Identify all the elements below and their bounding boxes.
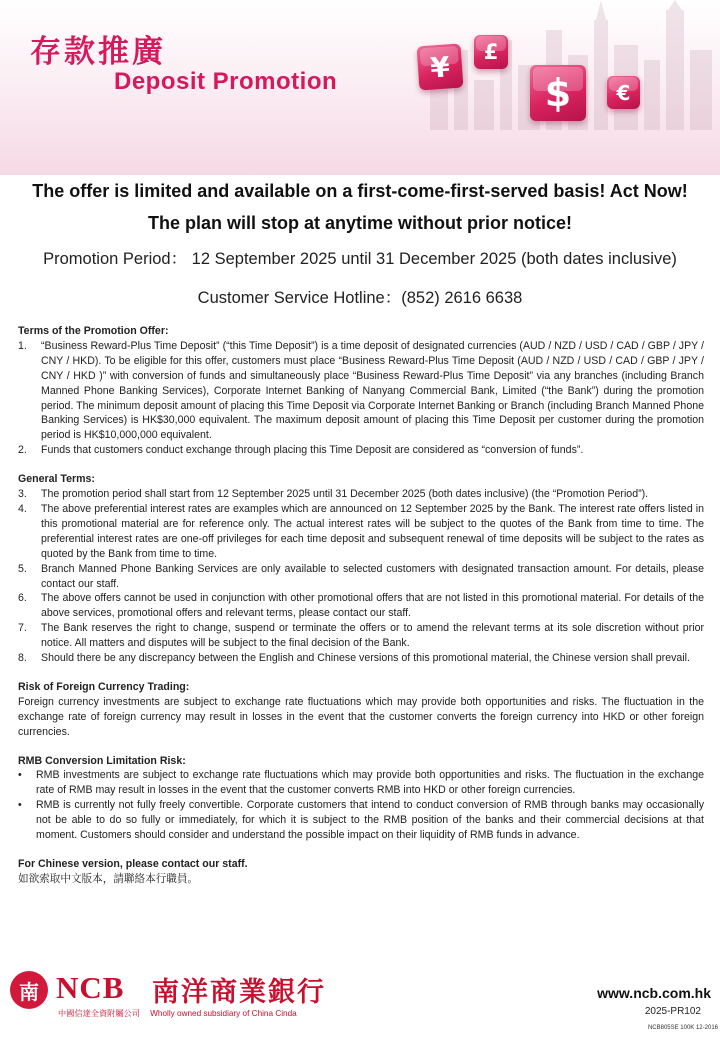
item-number: 7. bbox=[18, 622, 27, 635]
rmb-risk-title: RMB Conversion Limitation Risk: bbox=[18, 754, 186, 767]
headline-stop-notice: The plan will stop at anytime without prior notice! bbox=[147, 213, 573, 233]
bullet-icon: • bbox=[18, 799, 22, 812]
title-english: Deposit Promotion bbox=[114, 68, 338, 95]
subsidiary-en: Wholly owned subsidiary of China Cinda bbox=[150, 1009, 297, 1018]
item-text: The above preferential interest rates are examples which are announced on 12 September 2025 by the Bank. The interest rate offers listed in this promotional material are for reference only. The actual interest rates will be subject to the quotes of the Bank from time to time. The preferential interest rates are one-off privileges for each time deposit and subsequent renewal of time deposits will be subject to the rates as quoted by the Bank from time to time. bbox=[41, 502, 704, 560]
list-item bbox=[18, 443, 704, 458]
list-item bbox=[18, 651, 704, 666]
chinese-version-note: For Chinese version, please contact our staff. bbox=[18, 858, 248, 870]
chinese-version-note-cn: 如欲索取中文版本，請聯絡本行職員。 bbox=[18, 872, 199, 885]
website-link[interactable]: www.ncb.com.hk bbox=[597, 985, 711, 1001]
item-text: Funds that customers conduct exchange through placing this Time Deposit are considered as “conversion of funds”. bbox=[41, 444, 584, 457]
promotion-period: Promotion Period： 12 September 2025 until 31 December 2025 (both dates inclusive) bbox=[43, 250, 677, 268]
customer-service-hotline: Customer Service Hotline：(852) 2616 6638 bbox=[197, 289, 523, 307]
risk-title: Risk of Foreign Currency Trading: bbox=[18, 680, 190, 693]
ncb-emblem-icon: 南 bbox=[10, 971, 48, 1009]
list-item bbox=[18, 798, 704, 843]
item-number: 8. bbox=[18, 652, 27, 665]
list-item bbox=[18, 768, 704, 798]
item-text: Branch Manned Phone Banking Services are only available to selected customers with designated transaction amount. For details, please contact our staff. bbox=[41, 562, 704, 590]
risk-text: Foreign currency investments are subject to exchange rate fluctuations which may provide both opportunities and risks. The fluctuation in the exchange rate of foreign currency may result in losses in the event that the customer converts the foreign currency into HKD or other foreign currencies. bbox=[18, 695, 704, 738]
print-code: NCB805SE 100K 12-2016 bbox=[647, 1025, 718, 1031]
list-item bbox=[18, 502, 704, 562]
list-item bbox=[18, 591, 704, 621]
item-text: Should there be any discrepancy between the English and Chinese versions of this promotional material, the Chinese version shall prevail. bbox=[41, 652, 690, 665]
item-number: 3. bbox=[18, 488, 27, 501]
item-number: 4. bbox=[18, 502, 27, 515]
bullet-icon: • bbox=[18, 769, 22, 782]
headline-limited-offer: The offer is limited and available on a first-come-first-served basis! Act Now! bbox=[32, 181, 688, 201]
ncb-logo bbox=[10, 968, 330, 1023]
item-number: 5. bbox=[18, 562, 27, 575]
item-text: RMB investments are subject to exchange rate fluctuations which may provide both opportunities and risks. The fluctuation in the exchange rate of RMB may result in losses in the event that the customer converts RMB into HKD or other foreign currencies. bbox=[36, 769, 704, 797]
logo-text: NCB bbox=[56, 970, 125, 1005]
promo-terms-title: Terms of the Promotion Offer: bbox=[18, 325, 169, 337]
pound-icon: £ bbox=[474, 35, 508, 69]
header-banner bbox=[0, 0, 720, 175]
list-item bbox=[18, 339, 704, 443]
item-text: “Business Reward-Plus Time Deposit” (“this Time Deposit”) is a time deposit of designated currencies (AUD / NZD / USD / CAD / GBP / JPY / CNY / HKD). To be eligible for this offer, customers must place “Business Reward-Plus Time Deposit (AUD / NZD / USD / CAD / GBP / JPY / CNY / HKD )” with conversion of funds and simultaneously place “Business Reward-Plus Time Deposit” via any branches (including Branch Manned Phone Banking Services), Corporate Internet Banking of Nanyang Commercial Bank, Limited (“the Bank”) during the promotion period. The minimum deposit amount of placing this Time Deposit via Corporate Internet Banking or Branch (including Branch Manned Phone Banking Services) is HK$30,000 equivalent. The maximum deposit amount of placing this Time Deposit per customer during the promotion period is HK$10,000,000 equivalent. bbox=[41, 339, 704, 442]
item-number: 2. bbox=[18, 444, 27, 457]
subsidiary-cn: 中國信達全資附屬公司 bbox=[58, 1008, 140, 1018]
general-terms-title: General Terms: bbox=[18, 473, 95, 486]
subsidiary-line bbox=[58, 1008, 297, 1019]
list-item bbox=[18, 487, 704, 502]
yen-icon: ¥ bbox=[417, 44, 464, 91]
item-text: The Bank reserves the right to change, suspend or terminate the offers or to amend the relevant terms at its sole discretion without prior notice. All matters and disputes will be subject to the final decision of the Bank. bbox=[41, 622, 704, 650]
terms-section bbox=[18, 324, 704, 887]
document-code: 2025-PR102 bbox=[644, 1006, 701, 1017]
list-item bbox=[18, 562, 704, 592]
item-text: The promotion period shall start from 12 September 2025 until 31 December 2025 (both dates inclusive) (the “Promotion Period”). bbox=[41, 488, 649, 501]
item-text: RMB is currently not fully freely convertible. Corporate customers that intend to conduct conversion of RMB through banks may occasionally not be able to do so fully or immediately, for which it is subject to the RMB position of the banks and their commercial decisions at that moment. Customers should consider and understand the possible impact on their liquidity of RMB funds in advance. bbox=[36, 799, 704, 842]
list-item bbox=[18, 621, 704, 651]
dollar-icon: $ bbox=[530, 65, 586, 121]
logo-chinese-name: 南洋商業銀行 bbox=[152, 977, 326, 1008]
title-chinese: 存款推廣 bbox=[30, 34, 166, 70]
item-text: The above offers cannot be used in conjunction with other promotional offers that are not listed in this promotional material. For details of the above services, promotional offers and relevant terms, please contact our staff. bbox=[41, 592, 704, 620]
item-number: 6. bbox=[18, 592, 27, 605]
euro-icon: € bbox=[607, 76, 640, 109]
item-number: 1. bbox=[18, 339, 27, 352]
